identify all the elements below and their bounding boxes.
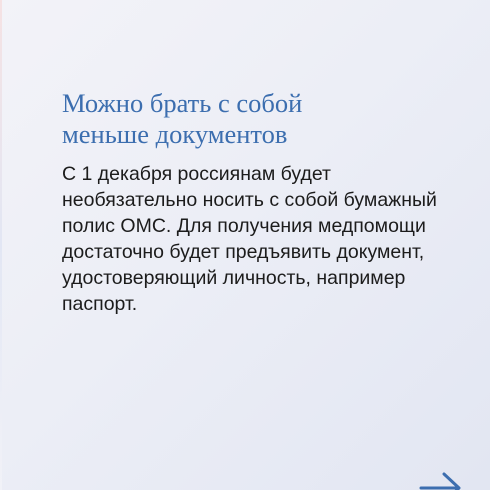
body-line: полис ОМС. Для получения медпомощи bbox=[62, 215, 426, 237]
edge-decoration bbox=[0, 0, 2, 490]
body-line: необязательно носить с собой бумажный bbox=[62, 189, 437, 211]
headline-line: Можно брать с собой bbox=[62, 88, 303, 118]
headline bbox=[62, 88, 442, 150]
body-line: С 1 декабря россиянам будет bbox=[62, 163, 331, 185]
body-text bbox=[62, 161, 472, 317]
headline-line: меньше документов bbox=[62, 119, 288, 149]
next-slide-button[interactable] bbox=[418, 468, 466, 490]
body-line: достаточно будет предъявить документ, bbox=[62, 241, 425, 263]
body-line: паспорт. bbox=[62, 293, 138, 315]
arrow-right-icon bbox=[418, 468, 466, 490]
body-line: удостоверяющий личность, например bbox=[62, 267, 406, 289]
